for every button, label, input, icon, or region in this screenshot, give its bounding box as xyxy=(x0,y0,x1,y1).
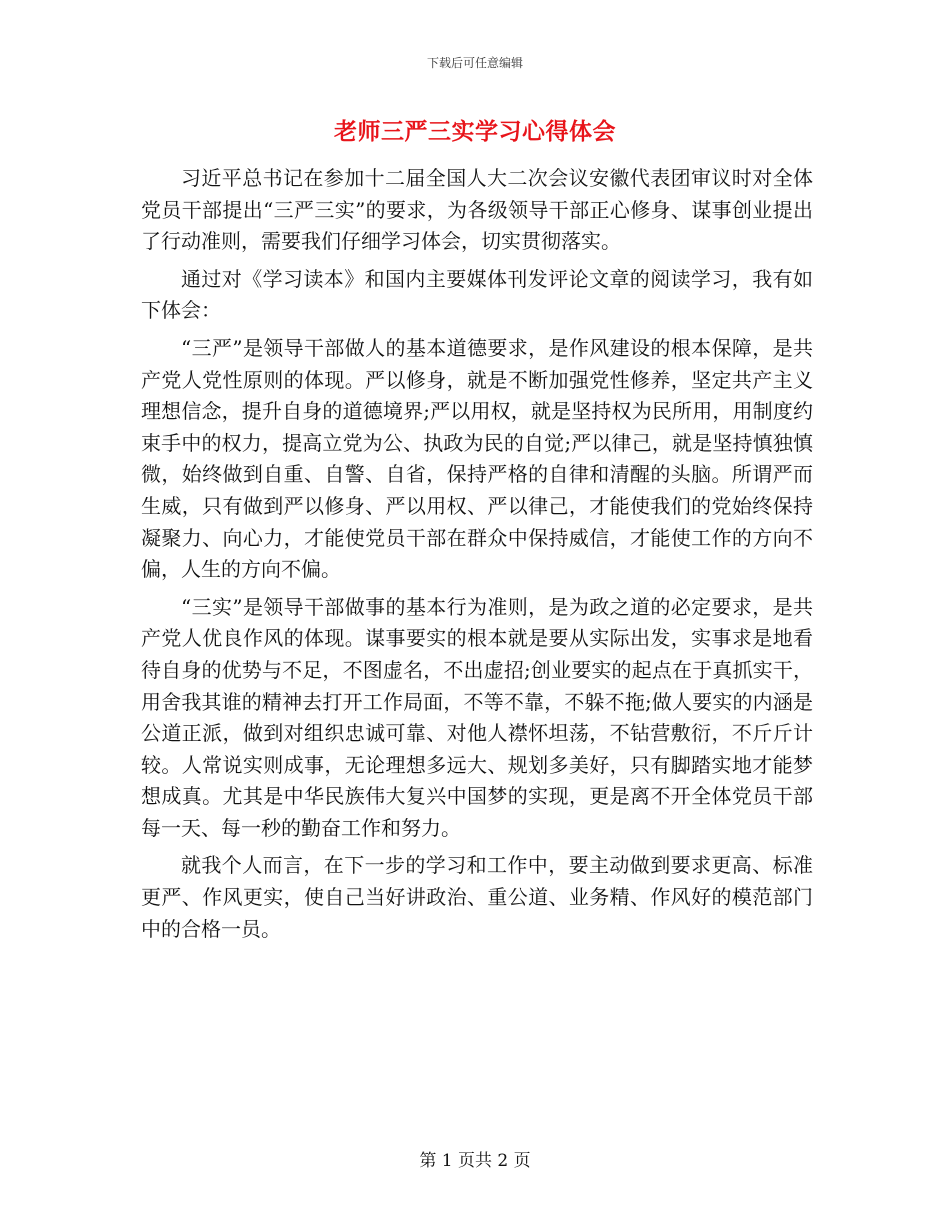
paragraph-3: “三严”是领导干部做人的基本道德要求，是作风建设的根本保障，是共产党人党性原则的体现。严以修身，就是不断加强党性修养，坚定共产主义理想信念，提升自身的道德境界;严以用权，就是坚持权为民所用，用制度约束手中的权力，提高立党为公、执政为民的自觉;严以律己，就是坚持慎独慎微，始终做到自重、自警、自省，保持严格的自律和清醒的头脑。所谓严而生威，只有做到严以修身、严以用权、严以律己，才能使我们的党始终保持凝聚力、向心力，才能使党员干部在群众中保持威信，才能使工作的方向不偏，人生的方向不偏。 xyxy=(141,335,813,582)
document-title: 老师三严三实学习心得体会 xyxy=(334,118,616,145)
page-number-footer: 第 1 页共 2 页 xyxy=(419,1151,531,1171)
header-note: 下载后可任意编辑 xyxy=(426,56,523,70)
paragraph-2: 通过对《学习读本》和国内主要媒体刊发评论文章的阅读学习，我有如下体会： xyxy=(141,266,813,323)
paragraph-1: 习近平总书记在参加十二届全国人大二次会议安徽代表团审议时对全体党员干部提出“三严三实”的要求，为各级领导干部正心修身、谋事创业提出了行动准则，需要我们仔细学习体会，切实贯彻落实。 xyxy=(141,166,813,254)
document-body xyxy=(141,163,813,945)
paragraph-5: 就我个人而言，在下一步的学习和工作中，要主动做到要求更高、标准更严、作风更实，使自己当好讲政治、重公道、业务精、作风好的模范部门中的合格一员。 xyxy=(141,853,813,941)
paragraph-4: “三实”是领导干部做事的基本行为准则，是为政之道的必定要求，是共产党人优良作风的体现。谋事要实的根本就是要从实际出发，实事求是地看待自身的优势与不足，不图虚名，不出虚招;创业要实的起点在于真抓实干，用舍我其谁的精神去打开工作局面，不等不靠，不躲不拖;做人要实的内涵是公道正派，做到对组织忠诚可靠、对他人襟怀坦荡，不钻营敷衍，不斤斤计较。人常说实则成事，无论理想多远大、规划多美好，只有脚踏实地才能梦想成真。尤其是中华民族伟大复兴中国梦的实现，更是离不开全体党员干部每一天、每一秒的勤奋工作和努力。 xyxy=(141,594,813,840)
